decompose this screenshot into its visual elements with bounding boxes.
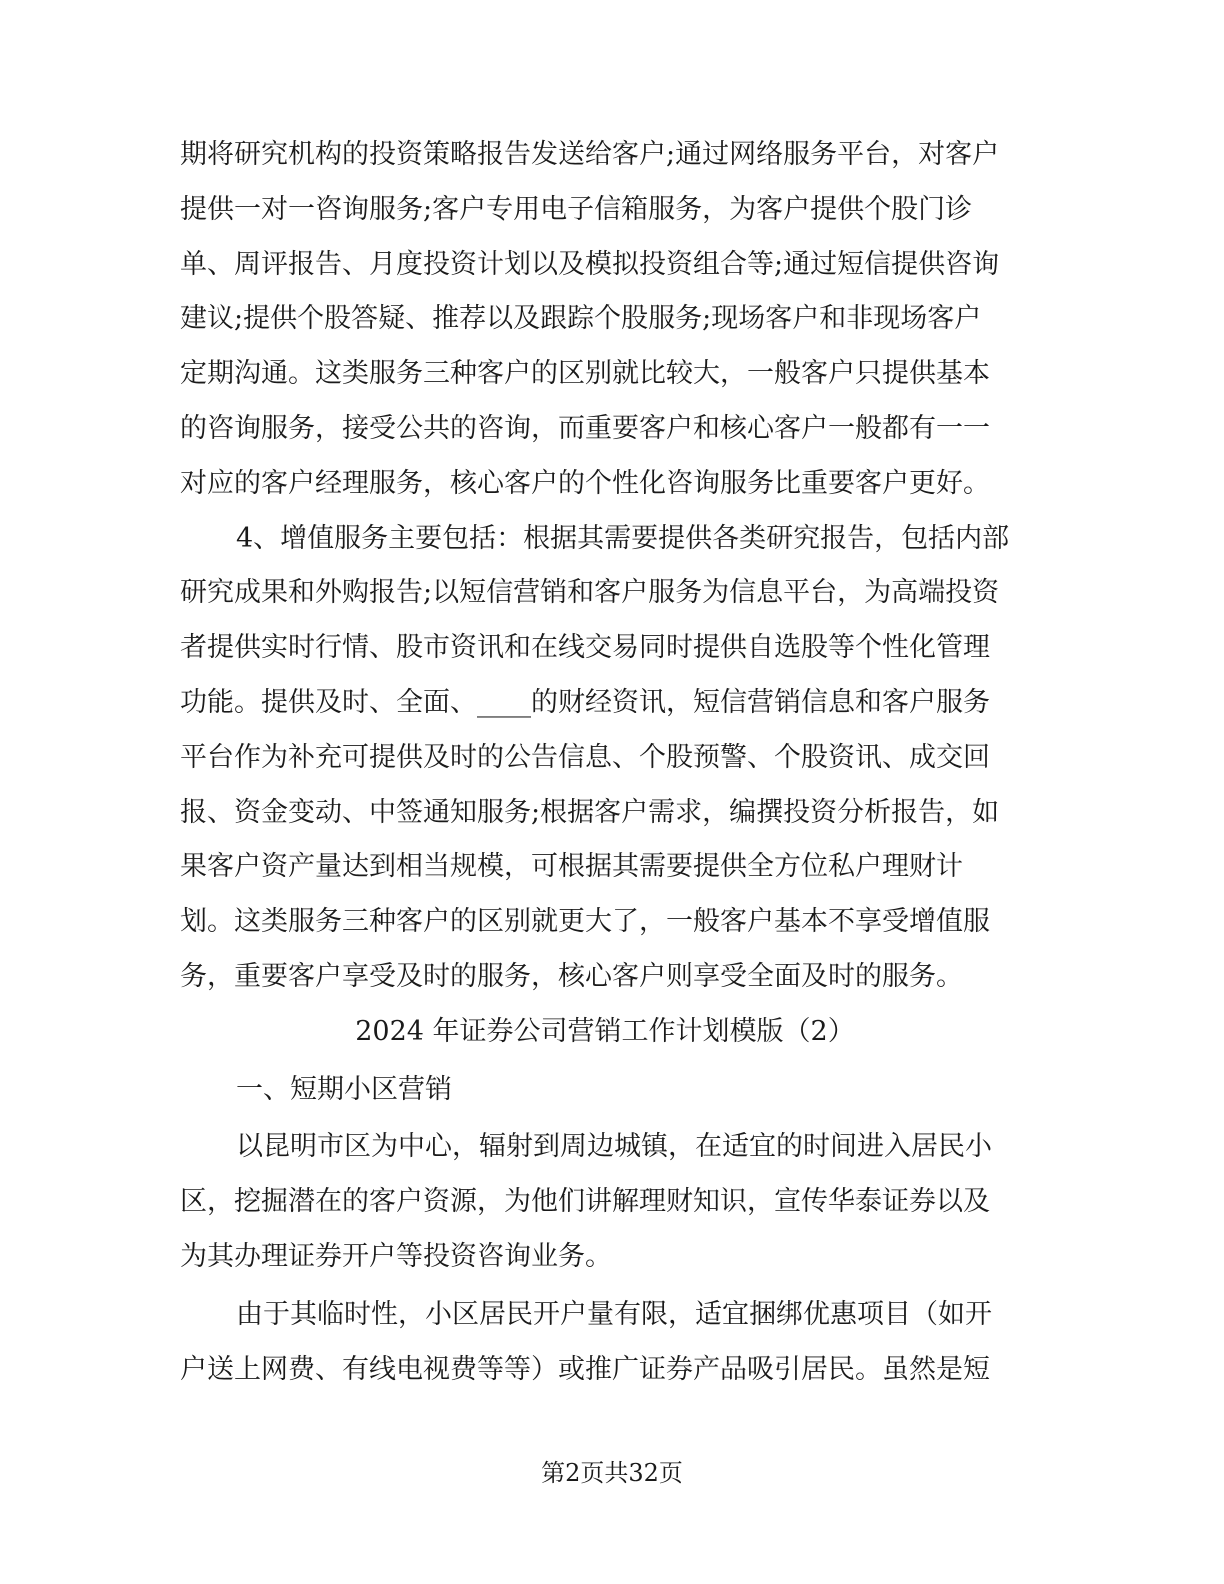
text-line: 定期沟通。这类服务三种客户的区别就比较大，一般客户只提供基本: [180, 358, 990, 390]
text-line: 期将研究机构的投资策略报告发送给客户;通过网络服务平台，对客户: [180, 139, 1000, 170]
text-line: 户送上网费、有线电视费等等）或推广证券产品吸引居民。虽然是短: [180, 1353, 990, 1385]
text-line: 者提供实时行情、股市资讯和在线交易同时提供自选股等个性化管理: [180, 632, 990, 664]
text-line: 以昆明市区为中心，辐射到周边城镇，在适宜的时间进入居民小: [236, 1131, 992, 1163]
text-line: 平台作为补充可提供及时的公告信息、个股预警、个股资讯、成交回: [180, 741, 990, 773]
text-line: 区，挖掘潜在的客户资源，为他们讲解理财知识，宣传华泰证券以及: [180, 1186, 990, 1218]
text-line: 划。这类服务三种客户的区别就更大了，一般客户基本不享受增值服: [180, 906, 990, 938]
text-line: 提供一对一咨询服务;客户专用电子信箱服务，为客户提供个股门诊: [180, 193, 973, 225]
text-line: 务，重要客户享受及时的服务，核心客户则享受全面及时的服务。: [180, 960, 963, 992]
text-line: 4、增值服务主要包括：根据其需要提供各类研究报告，包括内部: [236, 522, 1010, 554]
text-line: 的咨询服务，接受公共的咨询，而重要客户和核心客户一般都有一一: [180, 412, 990, 444]
subheading-short-term-community-marketing: [180, 1063, 1030, 1118]
text-line: 对应的客户经理服务，核心客户的个性化咨询服务比重要客户更好。: [180, 467, 990, 499]
text-line: 建议;提供个股答疑、推荐以及跟踪个股服务;现场客户和非现场客户: [180, 303, 982, 335]
paragraph-value-added-services: [180, 512, 1030, 1005]
text-line: 由于其临时性，小区居民开户量有限，适宜捆绑优惠项目（如开: [236, 1298, 992, 1330]
text-line: 单、周评报告、月度投资计划以及模拟投资组合等;通过短信提供咨询: [180, 248, 1000, 280]
text-line: 为其办理证券开户等投资咨询业务。: [180, 1240, 612, 1272]
page-number-footer: 第2页共32页: [541, 1459, 683, 1487]
text-line: 功能。提供及时、全面、____的财经资讯，短信营销信息和客户服务: [180, 686, 990, 718]
section-title: 2024 年证券公司营销工作计划模版（2）: [355, 1015, 855, 1047]
paragraph-continued: [180, 128, 1030, 512]
paragraph-temporary-nature: [180, 1288, 1030, 1398]
document-body: [180, 128, 1030, 1397]
text-line: 研究成果和外购报告;以短信营销和客户服务为信息平台，为高端投资: [180, 577, 1000, 609]
paragraph-kunming-center: [180, 1120, 1030, 1284]
text-line: 果客户资产量达到相当规模，可根据其需要提供全方位私户理财计: [180, 851, 963, 883]
subheading: 一、短期小区营销: [236, 1073, 452, 1105]
text-line: 报、资金变动、中签通知服务;根据客户需求，编撰投资分析报告，如: [180, 796, 1000, 828]
